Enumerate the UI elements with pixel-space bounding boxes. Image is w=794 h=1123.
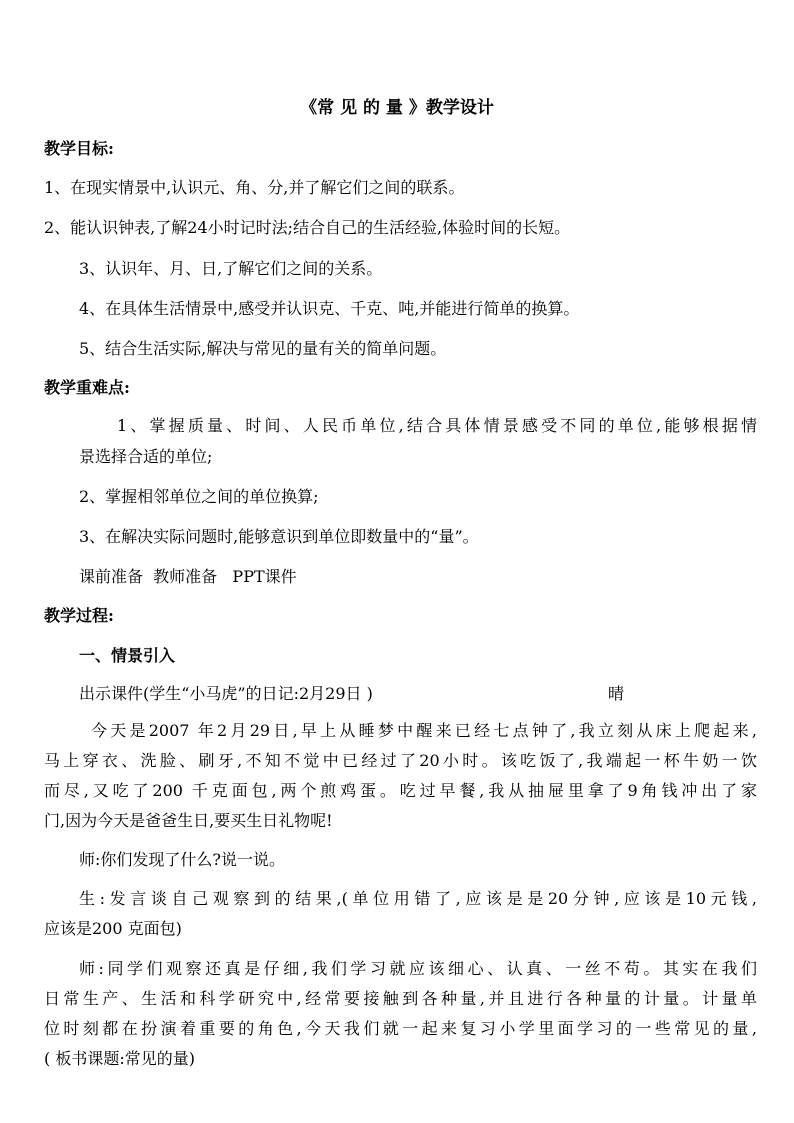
key-points-heading: 教学重难点: xyxy=(44,378,130,397)
objective-item: 1、在现实情景中,认识元、角、分,并了解它们之间的联系。 xyxy=(44,178,465,197)
page-title: 《常 见 的 量 》教学设计 xyxy=(300,98,494,118)
key-point-item: 3、在解决实际问题时,能够意识到单位即数量中的“量”。 xyxy=(79,527,479,546)
objective-item: 2、能认识钟表,了解24小时记时法;结合自己的生活经验,体验时间的长短。 xyxy=(44,218,571,237)
teacher-line: ( 板书课题:常见的量) xyxy=(44,1049,195,1068)
student-line: 应该是200 克面包) xyxy=(44,919,182,938)
objectives-heading: 教学目标: xyxy=(44,139,114,158)
diary-line: 门,因为今天是爸爸生日,要买生日礼物呢! xyxy=(44,811,333,830)
diary-line: 而尽,又吃了200 千克面包,两个煎鸡蛋。吃过早餐,我从抽屉里拿了9角钱冲出了家 xyxy=(44,781,757,800)
objective-item: 4、在具体生活情景中,感受并认识克、千克、吨,并能进行简单的换算。 xyxy=(79,299,580,318)
key-point-item: 2、掌握相邻单位之间的单位换算; xyxy=(79,487,319,506)
teacher-line: 日常生产、生活和科学研究中,经常要接触到各种量,并且进行各种量的计量。计量单 xyxy=(44,989,757,1008)
objective-item: 3、认识年、月、日,了解它们之间的关系。 xyxy=(79,259,383,278)
student-line: 生:发言谈自己观察到的结果,(单位用错了,应该是是20分钟,应该是10元钱, xyxy=(79,889,757,908)
teacher-question: 师:你们发现了什么?说一说。 xyxy=(79,850,285,869)
diary-line: 今天是2007 年2月29日,早上从睡梦中醒来已经七点钟了,我立刻从床上爬起来, xyxy=(91,721,757,740)
teacher-line: 位时刻都在扮演着重要的角色,今天我们就一起来复习小学里面学习的一些常见的量, xyxy=(44,1019,757,1038)
weather-label: 晴 xyxy=(608,684,625,703)
key-point-item-continued: 景选择合适的单位; xyxy=(79,447,213,466)
objective-item: 5、结合生活实际,解决与常见的量有关的简单问题。 xyxy=(79,339,447,358)
key-point-item: 1、掌握质量、时间、人民币单位,结合具体情景感受不同的单位,能够根据情 xyxy=(117,416,757,435)
teacher-line: 师:同学们观察还真是仔细,我们学习就应该细心、认真、一丝不苟。其实在我们 xyxy=(79,959,757,978)
process-heading: 教学过程: xyxy=(44,606,114,625)
courseware-line: 出示课件(学生“小马虎”的日记:2月29日 ) xyxy=(79,684,373,703)
section-heading: 一、情景引入 xyxy=(79,646,176,665)
diary-line: 马上穿衣、洗脸、刷牙,不知不觉中已经过了20小时。该吃饭了,我端起一杯牛奶一饮 xyxy=(44,751,757,770)
preparation-line: 课前准备 教师准备 PPT课件 xyxy=(79,567,297,586)
